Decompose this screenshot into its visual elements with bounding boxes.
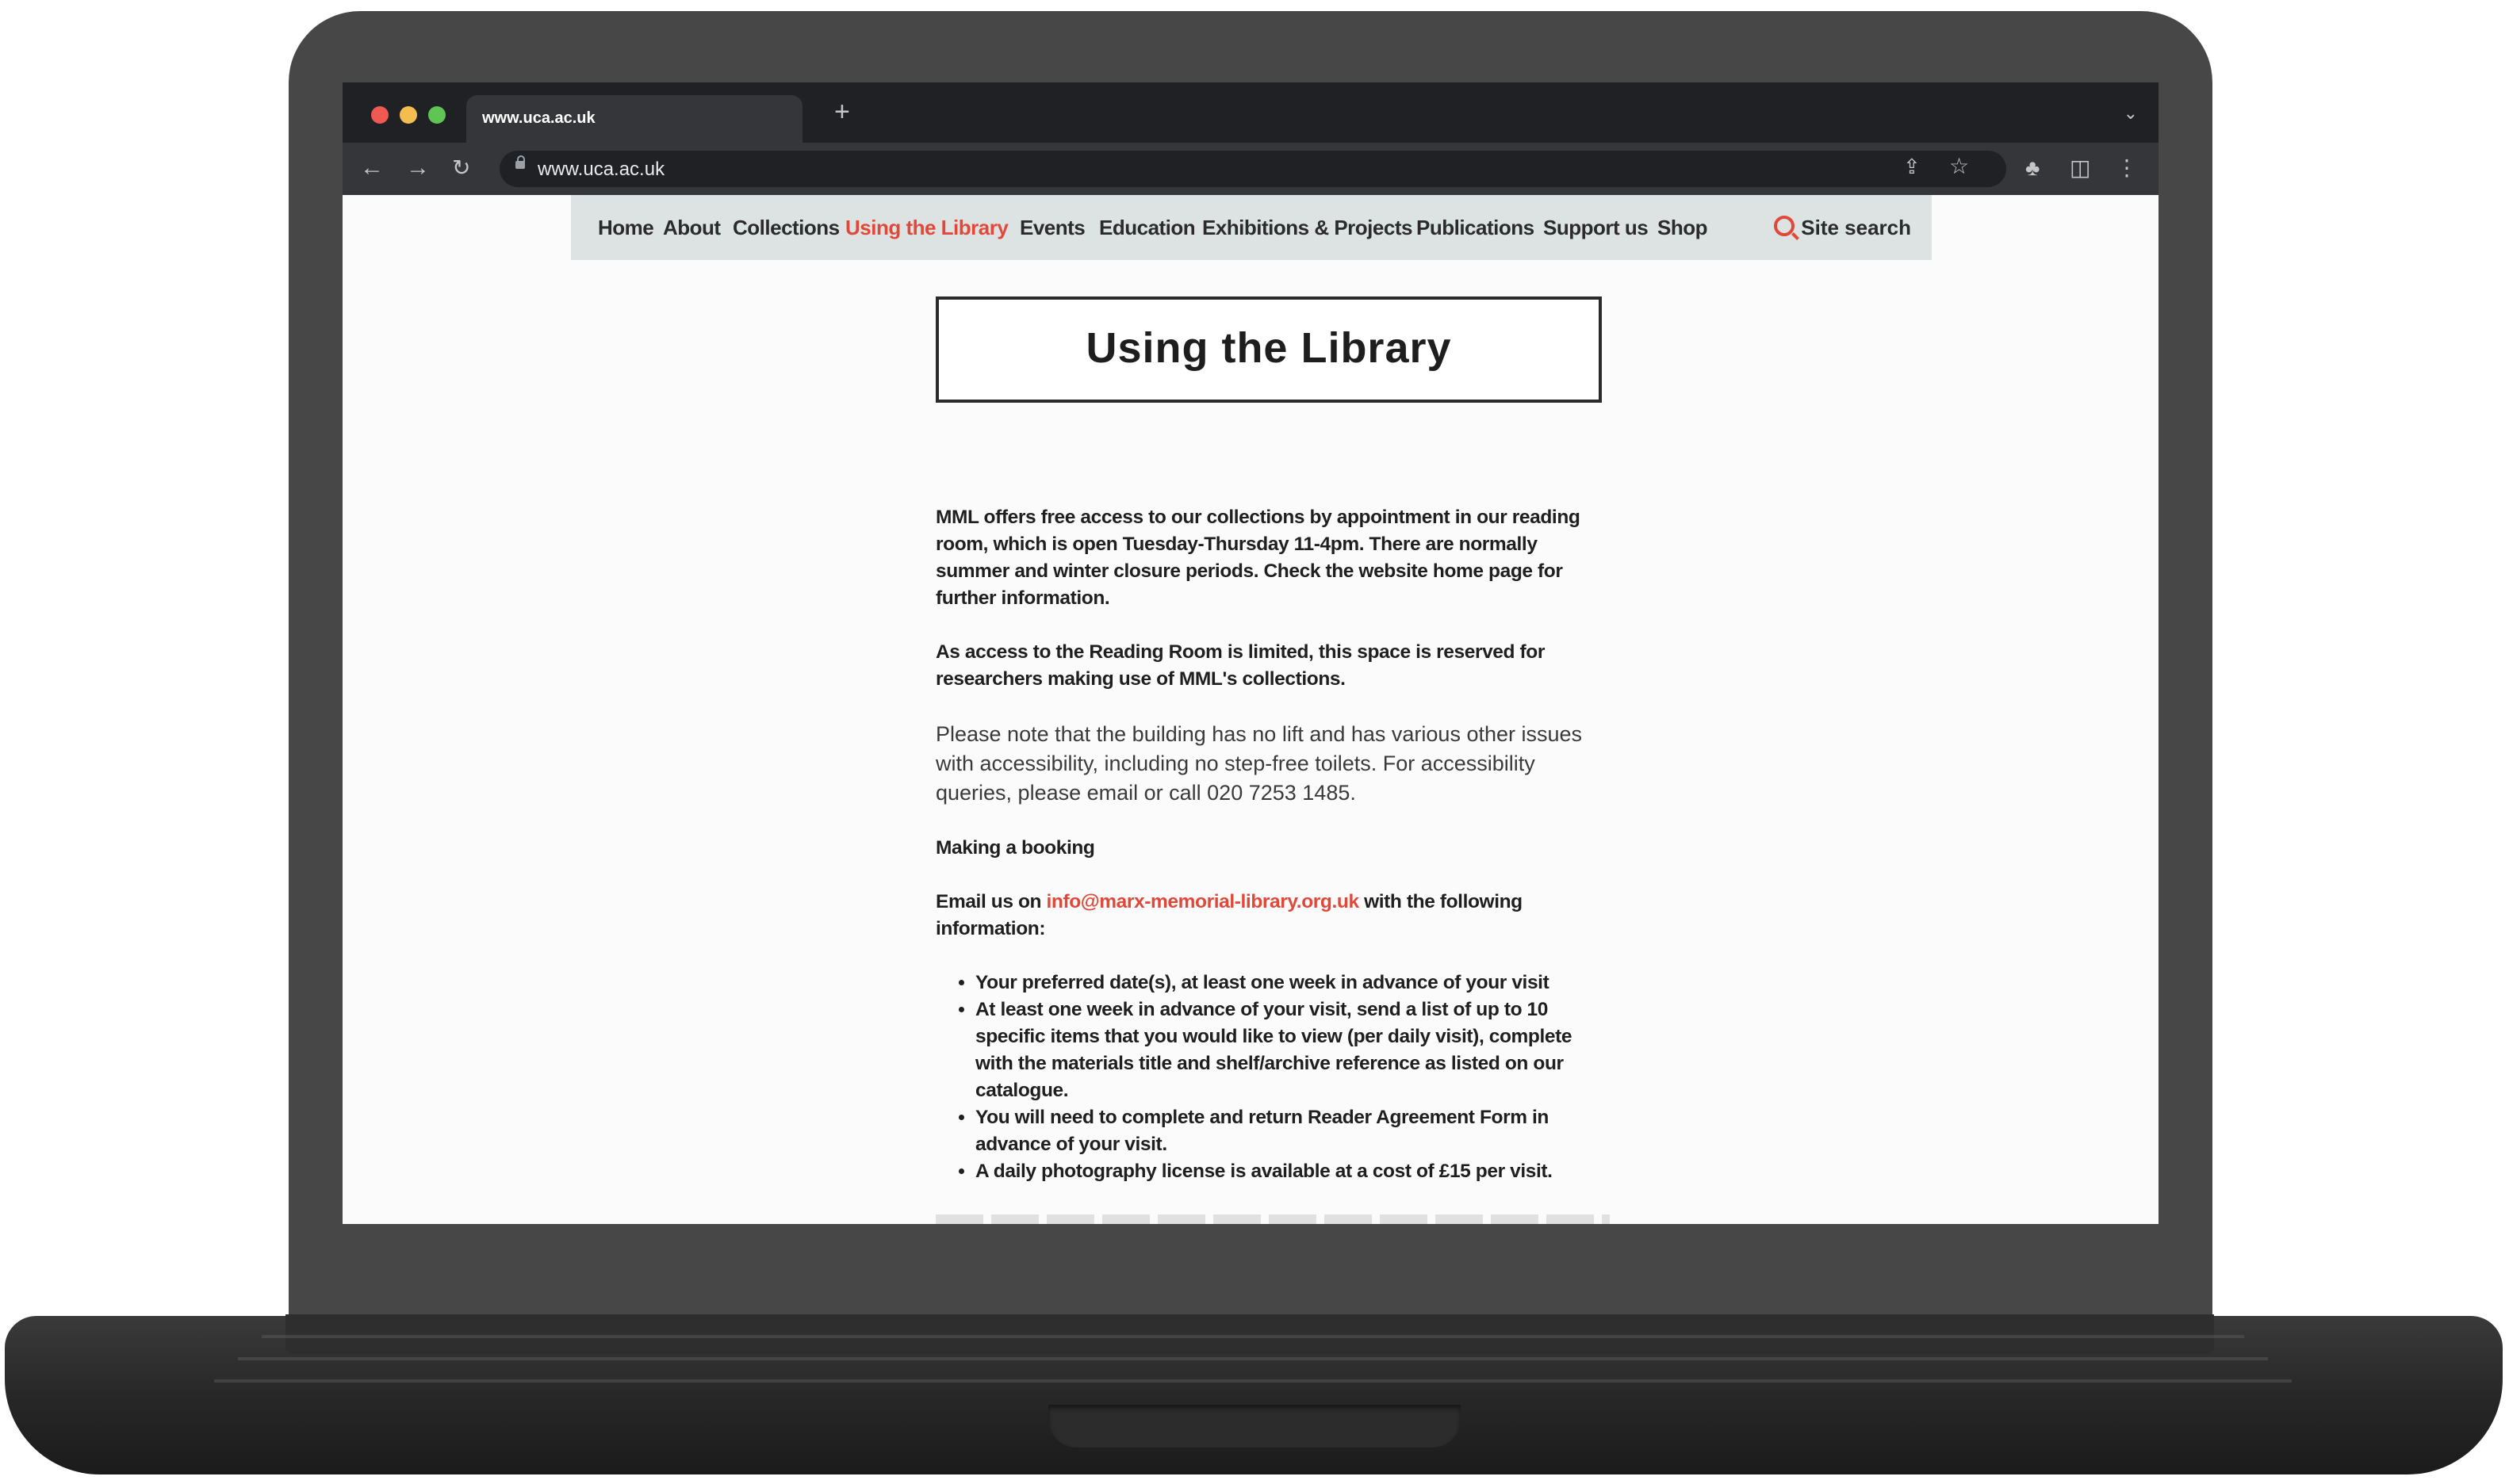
email-prefix: Email us on <box>936 891 1047 912</box>
nav-item-shop[interactable]: Shop <box>1657 216 1707 239</box>
star-icon[interactable]: ☆ <box>1949 154 1970 178</box>
list-item: • You will need to complete and return Reader Agreement Form in advance of your visit. <box>975 1104 1610 1158</box>
laptop-screen <box>343 82 2159 1224</box>
kebab-menu-icon[interactable]: ⋮ <box>2116 155 2138 180</box>
booking-requirements-list <box>936 970 1610 1185</box>
browser-tab-bar <box>343 82 2159 143</box>
browser-tab[interactable] <box>466 95 802 143</box>
web-page <box>343 195 2159 1224</box>
tab-title: www.uca.ac.uk <box>482 109 596 127</box>
nav-item-collections[interactable]: Collections <box>733 216 840 239</box>
email-suffix: with the following information: <box>936 891 1523 939</box>
lock-icon <box>515 161 525 169</box>
close-window-dot[interactable] <box>371 106 389 124</box>
list-item: • Your preferred date(s), at least one week in advance of your visit <box>975 970 1610 996</box>
site-search-label: Site search <box>1801 216 1911 239</box>
search-icon <box>1774 216 1795 236</box>
nav-item-publications[interactable]: Publications <box>1416 216 1534 239</box>
page-title-box <box>936 296 1602 403</box>
laptop-hinge <box>285 1314 2214 1354</box>
nav-item-home[interactable]: Home <box>598 216 654 239</box>
chevron-down-icon[interactable]: ⌄ <box>2123 103 2138 123</box>
page-content <box>936 504 1610 1185</box>
nav-item-education[interactable]: Education <box>1099 216 1196 239</box>
nav-item-using-the-library[interactable]: Using the Library <box>845 216 1009 239</box>
browser-toolbar <box>343 143 2159 195</box>
email-link[interactable]: info@marx-memorial-library.org.uk <box>1046 891 1359 912</box>
address-url[interactable]: www.uca.ac.uk <box>538 159 665 180</box>
page-title: Using the Library <box>1086 324 1452 372</box>
nav-item-exhibitions-projects[interactable]: Exhibitions & Projects <box>1202 216 1412 239</box>
nav-item-about[interactable]: About <box>663 216 721 239</box>
site-navigation <box>571 195 1932 260</box>
list-item: • A daily photography license is available at a cost of £15 per visit. <box>975 1158 1610 1185</box>
paragraph-access: MML offers free access to our collections by appointment in our reading room, which is open Tuesday-Thursday 11-4pm. There are normally summer and winter closure periods. Check the website home page for further information. <box>936 507 1580 609</box>
new-tab-button[interactable]: + <box>834 97 850 127</box>
paragraph-accessibility: Please note that the building has no lift and has various other issues with accessibility, including no step-free toilets. For accessibility queries, please email or call 020 7253 1485. <box>936 722 1583 805</box>
list-item: • At least one week in advance of your visit, send a list of up to 10 specific items that you would like to view (per daily visit), complete with the materials title and shelf/archive reference as listed on our catalogue. <box>975 996 1610 1104</box>
forward-arrow-icon[interactable]: → <box>406 155 430 181</box>
keyboard-row <box>238 1357 2268 1360</box>
site-search-button[interactable] <box>1774 216 1911 240</box>
side-panel-icon[interactable]: ◫ <box>2070 155 2091 180</box>
cut-off-text-line <box>936 1214 1610 1224</box>
paragraph-reading-room: As access to the Reading Room is limited, this space is reserved for researchers making use of MML's collections. <box>936 641 1545 690</box>
maximize-window-dot[interactable] <box>428 106 446 124</box>
nav-item-support-us[interactable]: Support us <box>1543 216 1649 239</box>
keyboard-row <box>262 1335 2244 1338</box>
nav-item-events[interactable]: Events <box>1020 216 1086 239</box>
reload-icon[interactable]: ↻ <box>452 155 471 180</box>
paragraph-email <box>936 889 1610 943</box>
extensions-puzzle-icon[interactable]: ♣ <box>2025 155 2040 180</box>
laptop-trackpad-notch <box>1048 1405 1461 1448</box>
booking-heading: Making a booking <box>936 837 1095 859</box>
minimize-window-dot[interactable] <box>400 106 417 124</box>
keyboard-row <box>214 1379 2292 1383</box>
share-icon[interactable]: ⇪ <box>1903 155 1921 178</box>
back-arrow-icon[interactable]: ← <box>360 155 384 181</box>
address-bar[interactable] <box>500 151 2006 187</box>
